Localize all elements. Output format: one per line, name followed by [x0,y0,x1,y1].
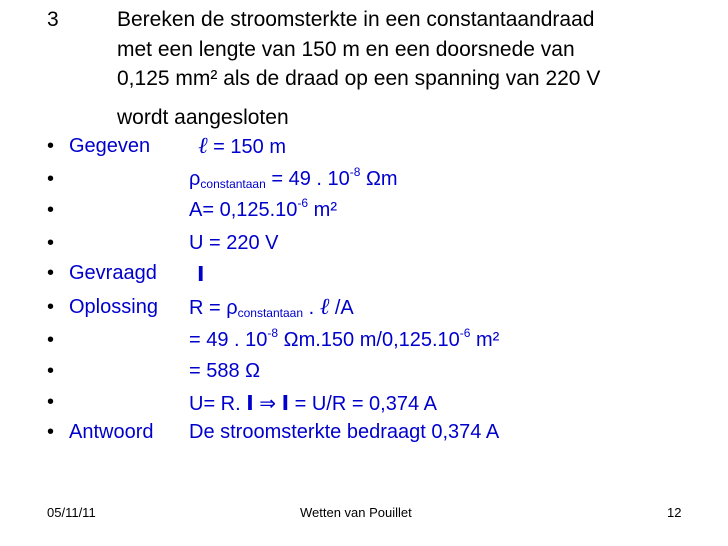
oplossing-label: Oplossing [69,296,158,318]
gegeven-label: Gegeven [69,135,151,157]
footer-page-number: 12 [667,505,682,520]
area-given [189,196,337,222]
calc1-exp1: -8 [267,326,279,340]
voltage-given: U = 220 V [189,232,279,254]
formula-dot: . [303,297,320,319]
bullet: • [47,421,55,443]
rho-value: = 49 . 10 [265,168,350,190]
length-given [198,133,286,159]
gevraagd-label: Gevraagd [69,262,157,284]
question-number: 3 [47,8,59,31]
calculation-line-2: = 588 Ω [189,360,261,382]
current-asked [197,262,204,287]
question-line-1: Bereken de stroomsterkte in een constantaandraad [117,8,595,31]
area-exponent: -6 [297,196,309,210]
question-line-2: met een lengte van 150 m en een doorsnede van [117,38,575,61]
rho-exponent: -8 [349,165,361,179]
length-symbol: ℓ [319,294,330,320]
area-value: A= 0,125.10 [189,199,298,221]
calc1-a: = 49 . 10 [189,329,268,351]
calc1-exp2: -6 [459,326,471,340]
footer-title: Wetten van Pouillet [300,505,412,520]
antwoord-label: Antwoord [69,421,154,443]
question-line-3: 0,125 mm² als de draad op een spanning van 220 V [117,67,601,90]
bullet: • [47,232,55,254]
bullet: • [47,135,55,157]
length-symbol: ℓ [198,133,208,159]
current-symbol: I [246,391,254,415]
area-unit: m² [308,199,337,221]
rho-subscript: constantaan [200,177,266,191]
calculation-line-1 [189,326,500,352]
rho-symbol: ρ [189,168,201,190]
calc3-b: = U/R = 0,374 A [289,393,437,415]
resistivity-given [189,165,398,191]
question-line-4: wordt aangesloten [117,106,289,129]
rho-unit: Ωm [360,168,398,190]
formula-end: /A [329,297,354,319]
calc1-c: m² [470,329,500,351]
antwoord-text: De stroomsterkte bedraagt 0,374 A [189,421,500,443]
bullet: • [47,296,55,318]
calculation-line-3 [189,391,437,416]
calc3-a: U= R. [189,393,247,415]
bullet: • [47,391,55,413]
footer-date: 05/11/11 [47,505,96,520]
length-value: = 150 m [207,136,286,158]
resistance-formula [189,294,354,320]
calc1-b: Ωm.150 m/0,125.10 [278,329,460,351]
bullet: • [47,360,55,382]
bullet: • [47,199,55,221]
current-symbol: I [281,391,290,415]
current-symbol: I [197,262,205,286]
implies-arrow: ⇒ [253,393,282,415]
bullet: • [47,262,55,284]
bullet: • [47,168,55,190]
formula-subscript: constantaan [237,306,304,320]
bullet: • [47,329,55,351]
formula-start: R = ρ [189,297,238,319]
